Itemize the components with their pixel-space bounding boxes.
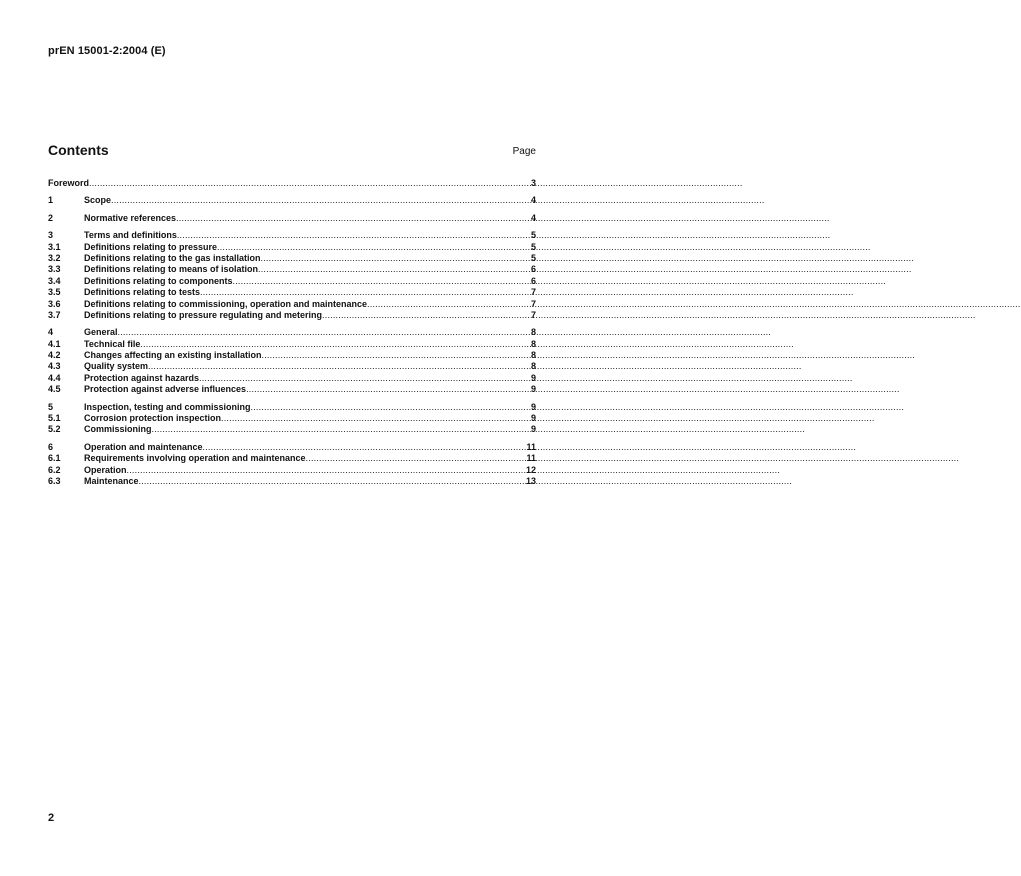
toc-entry-page: 12 [525,464,536,475]
toc-entry[interactable] [48,178,536,189]
toc-entry-number: 3.1 [48,241,61,252]
toc-dot-leader [221,413,531,424]
toc-entry[interactable] [48,465,536,476]
toc-entry-title: Definitions relating to pressure [84,241,218,252]
toc-entry-title: Definitions relating to pressure regulating and metering [84,309,323,320]
toc-entry-title: Quality system [84,361,149,372]
toc-entry-number: 1 [48,195,54,206]
toc-entry-page: 8 [530,327,536,338]
toc-entry-title: General [84,327,118,338]
page-number: 2 [48,812,55,824]
toc-entry-page: 8 [530,350,536,361]
toc-entry-page: 7 [530,287,536,298]
toc-entry[interactable] [48,413,536,424]
toc-dot-leader [199,373,531,384]
toc-entry[interactable] [48,350,536,361]
toc-entry-page: 9 [530,372,536,383]
toc-entry[interactable] [48,327,536,338]
toc-entry-page: 9 [530,424,536,435]
toc-entry-number: 3.5 [48,287,61,298]
toc-dot-leader [258,264,531,275]
toc-entry-page: 8 [530,338,536,349]
toc-entry-number: 4.3 [48,361,61,372]
toc-dot-leader [200,287,531,298]
toc-entry-title: Protection against adverse influences [84,384,247,395]
toc-entry[interactable] [48,361,536,372]
toc-entry-title: Technical file [84,338,141,349]
toc-entry-title: Requirements involving operation and maintenance [84,453,306,464]
toc-dot-leader [261,253,531,264]
toc-entry[interactable] [48,476,536,487]
toc-entry[interactable] [48,384,536,395]
toc-dot-leader [89,178,531,189]
toc-entry-title: Corrosion protection inspection [84,413,222,424]
document-header: prEN 15001-2:2004 (E) [48,45,166,57]
toc-entry-number: 6.1 [48,453,61,464]
toc-entry[interactable] [48,442,536,453]
toc-dot-leader [322,310,531,321]
toc-entry-page: 7 [530,298,536,309]
toc-entry-page: 5 [530,230,536,241]
toc-dot-leader [262,350,531,361]
toc-entry-number: 2 [48,212,54,223]
toc-entry-number: 5.2 [48,424,61,435]
toc-dot-leader [203,442,527,453]
toc-dot-leader [367,299,531,310]
toc-entry-page: 6 [530,275,536,286]
toc-entry-page: 9 [530,413,536,424]
toc-dot-leader [152,424,531,435]
toc-entry[interactable] [48,253,536,264]
toc-entry-number: 4.4 [48,372,61,383]
toc-entry-page: 3 [530,178,536,188]
toc-entry[interactable] [48,213,536,224]
toc-entry-page: 7 [530,309,536,320]
table-of-contents [48,178,536,487]
toc-entry-page: 11 [526,441,536,452]
toc-entry-number: 4.5 [48,384,61,395]
toc-entry-number: 6.2 [48,464,61,475]
toc-entry-title: Operation [84,464,127,475]
toc-dot-leader [140,339,531,350]
toc-entry[interactable] [48,310,536,321]
toc-entry-page: 9 [530,384,536,395]
toc-entry[interactable] [48,373,536,384]
toc-entry-number: 3 [48,230,54,241]
toc-entry-number: 4.2 [48,350,61,361]
toc-dot-leader [127,465,526,476]
toc-entry-page: 5 [530,252,536,263]
toc-entry-title: Changes affecting an existing installation [84,350,262,361]
toc-entry-title: Foreword [48,178,90,188]
toc-dot-leader [111,195,531,206]
toc-entry-title: Maintenance [84,475,139,486]
toc-dot-leader [177,230,531,241]
toc-dot-leader [306,453,527,464]
toc-dot-leader [176,213,531,224]
toc-entry-title: Definitions relating to tests [84,287,201,298]
contents-heading: Contents [48,142,109,158]
toc-entry-number: 6.3 [48,475,61,486]
toc-entry-page: 5 [530,241,536,252]
toc-entry[interactable] [48,276,536,287]
toc-entry-number: 3.3 [48,264,61,275]
toc-entry-page: 8 [530,361,536,372]
toc-entry-page: 11 [526,453,536,464]
toc-entry-number: 3.6 [48,298,61,309]
toc-entry[interactable] [48,230,536,241]
toc-entry-title: Normative references [84,212,177,223]
toc-entry-title: Definitions relating to commissioning, operation and maintenance [84,298,368,309]
toc-entry-number: 4.1 [48,338,61,349]
toc-entry[interactable] [48,264,536,275]
toc-entry-number: 3.7 [48,309,61,320]
toc-entry-page: 4 [530,212,536,223]
toc-entry[interactable] [48,195,536,206]
toc-entry-number: 3.2 [48,252,61,263]
toc-entry[interactable] [48,424,536,435]
toc-entry-page: 6 [530,264,536,275]
toc-entry-number: 6 [48,441,54,452]
toc-entry-number: 5 [48,401,54,412]
toc-entry-page: 4 [530,195,536,206]
toc-dot-leader [233,276,531,287]
toc-entry-title: Terms and definitions [84,230,177,241]
toc-entry[interactable] [48,287,536,298]
toc-dot-leader [246,384,531,395]
toc-entry-title: Definitions relating to components [84,275,233,286]
toc-entry-title: Scope [84,195,112,206]
toc-entry-page: 13 [525,475,536,486]
page-column-label: Page [512,146,536,157]
toc-dot-leader [148,361,531,372]
toc-entry-number: 5.1 [48,413,61,424]
toc-dot-leader [217,242,531,253]
toc-dot-leader [251,402,531,413]
toc-entry-page: 9 [530,401,536,412]
toc-dot-leader [118,327,531,338]
toc-entry-title: Operation and maintenance [84,441,203,452]
toc-entry-title: Inspection, testing and commissioning [84,401,251,412]
toc-entry-number: 4 [48,327,54,338]
toc-entry[interactable] [48,339,536,350]
toc-entry-title: Protection against hazards [84,372,200,383]
toc-entry[interactable] [48,402,536,413]
toc-entry-number: 3.4 [48,275,61,286]
toc-entry[interactable] [48,242,536,253]
toc-entry[interactable] [48,453,536,464]
toc-entry-title: Commissioning [84,424,152,435]
toc-entry[interactable] [48,299,536,310]
toc-entry-title: Definitions relating to the gas installation [84,252,261,263]
toc-dot-leader [139,476,526,487]
toc-entry-title: Definitions relating to means of isolation [84,264,259,275]
